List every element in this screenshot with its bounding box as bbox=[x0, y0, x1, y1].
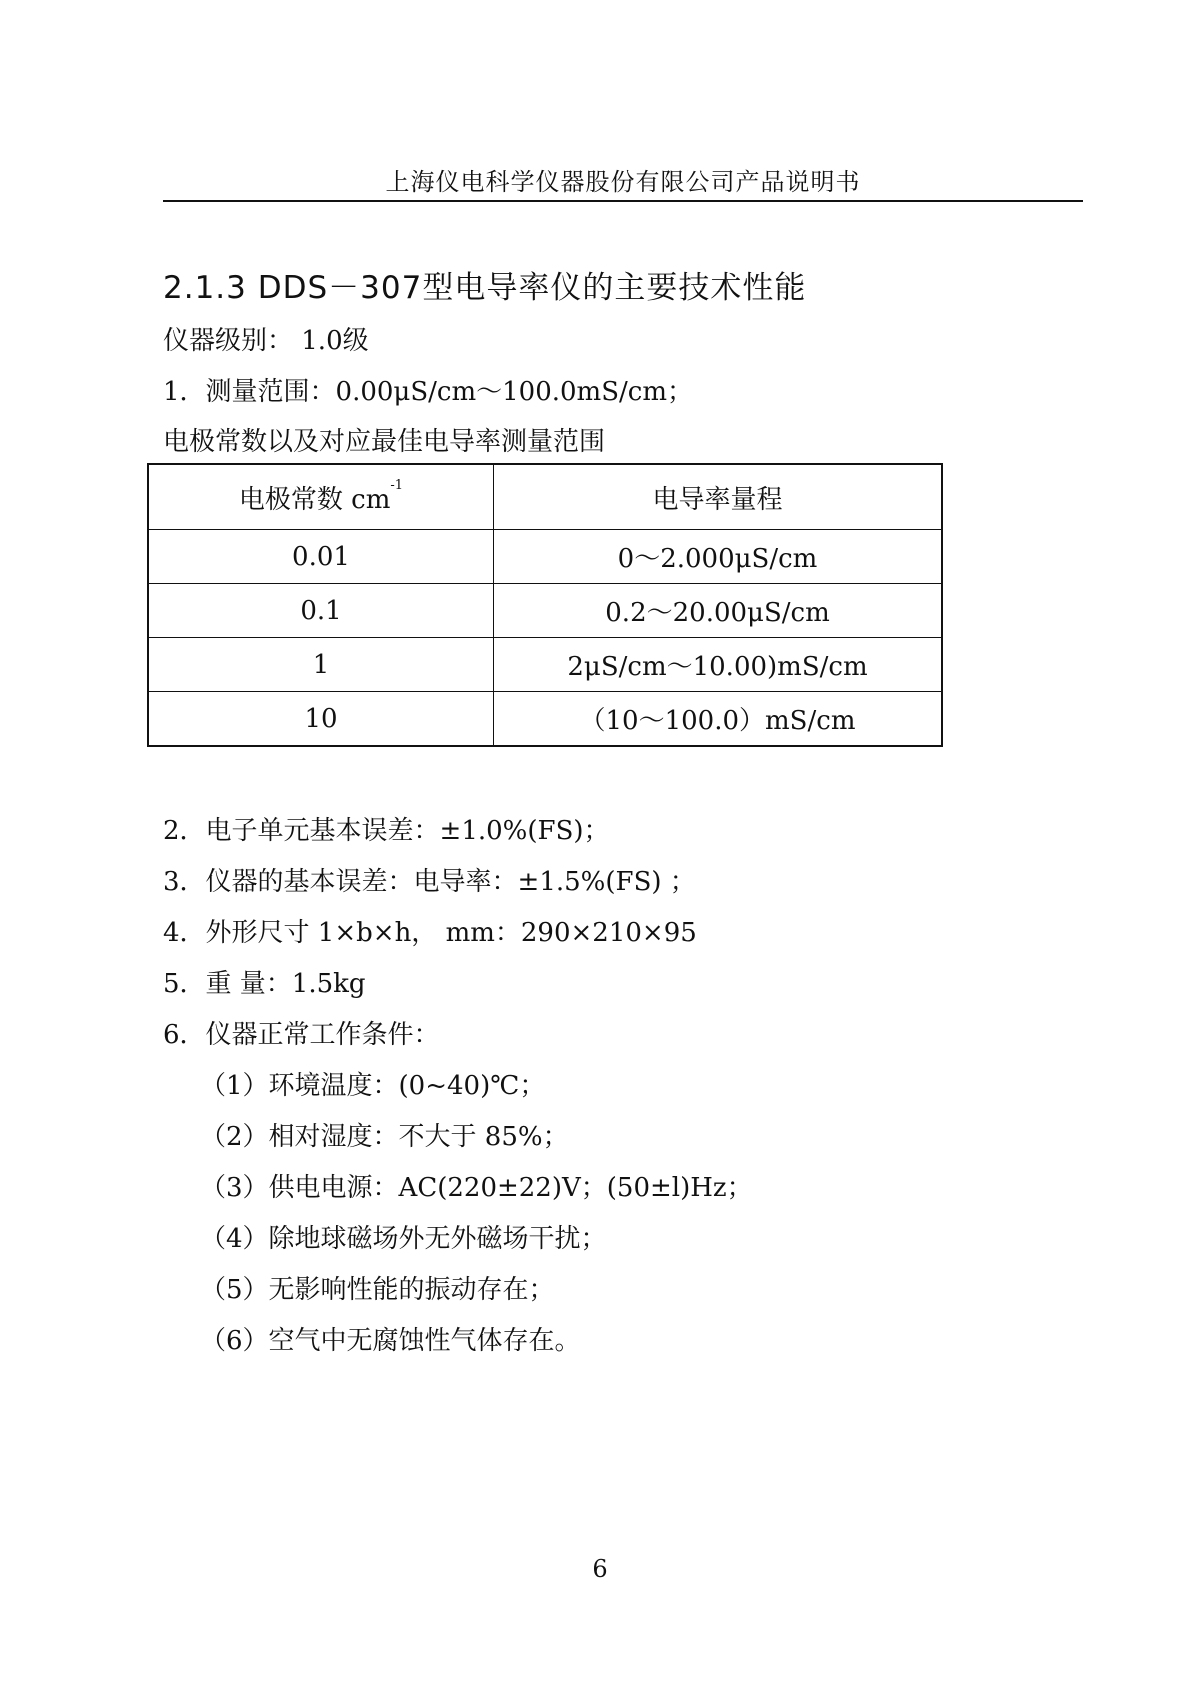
spec-item-operating-conditions: 6．仪器正常工作条件： bbox=[163, 1020, 440, 1050]
spec-item-weight: 5．重 量：1.5kg bbox=[163, 969, 366, 999]
table-row bbox=[148, 692, 942, 747]
condition-magnetic-field: （4）除地球磁场外无外磁场干扰； bbox=[200, 1224, 607, 1254]
table-header-conductivity-range: 电导率量程 bbox=[494, 464, 943, 530]
table-row bbox=[148, 530, 942, 584]
cell-electrode-constant: 10 bbox=[148, 692, 494, 747]
cell-conductivity-range: 2μS/cm～10.00)mS/cm bbox=[494, 638, 943, 692]
spec-item-dimensions: 4．外形尺寸 1×b×h， mm：290×210×95 bbox=[163, 918, 697, 948]
cell-electrode-constant: 0.01 bbox=[148, 530, 494, 584]
spec-item-measuring-range: 1．测量范围：0.00μS/cm～100.0mS/cm； bbox=[163, 377, 693, 407]
table-header-electrode-constant bbox=[148, 464, 494, 530]
condition-vibration: （5）无影响性能的振动存在； bbox=[200, 1275, 555, 1305]
section-title: 2.1.3 DDS－307型电导率仪的主要技术性能 bbox=[163, 270, 807, 306]
cell-conductivity-range: 0.2～20.00μS/cm bbox=[494, 584, 943, 638]
header-divider bbox=[163, 200, 1083, 202]
condition-humidity: （2）相对湿度：不大于 85%； bbox=[200, 1122, 569, 1152]
header-unit-exponent: -1 bbox=[390, 477, 404, 493]
condition-corrosive-gas: （6）空气中无腐蚀性气体存在。 bbox=[200, 1326, 581, 1356]
table-caption: 电极常数以及对应最佳电导率测量范围 bbox=[163, 427, 606, 457]
cell-electrode-constant: 1 bbox=[148, 638, 494, 692]
spec-item-instrument-error: 3．仪器的基本误差：电导率：±1.5%(FS) ； bbox=[163, 867, 696, 897]
cell-conductivity-range: （10～100.0）mS/cm bbox=[494, 692, 943, 747]
electrode-range-table bbox=[147, 463, 943, 747]
condition-power-supply: （3）供电电源：AC(220±22)V；(50±l)Hz； bbox=[200, 1173, 753, 1203]
cell-conductivity-range: 0～2.000μS/cm bbox=[494, 530, 943, 584]
page-header: 上海仪电科学仪器股份有限公司产品说明书 bbox=[385, 168, 861, 196]
instrument-grade: 仪器级别： 1.0级 bbox=[163, 326, 369, 356]
table-row bbox=[148, 584, 942, 638]
condition-temperature: （1）环境温度：(0~40)℃； bbox=[200, 1071, 546, 1101]
cell-electrode-constant: 0.1 bbox=[148, 584, 494, 638]
spec-item-electronic-error: 2．电子单元基本误差：±1.0%(FS)； bbox=[163, 816, 610, 846]
header-label-constant: 电极常数 cm bbox=[238, 484, 391, 515]
table-row bbox=[148, 638, 942, 692]
page-number: 6 bbox=[592, 1555, 608, 1583]
table-header-row bbox=[148, 464, 942, 530]
